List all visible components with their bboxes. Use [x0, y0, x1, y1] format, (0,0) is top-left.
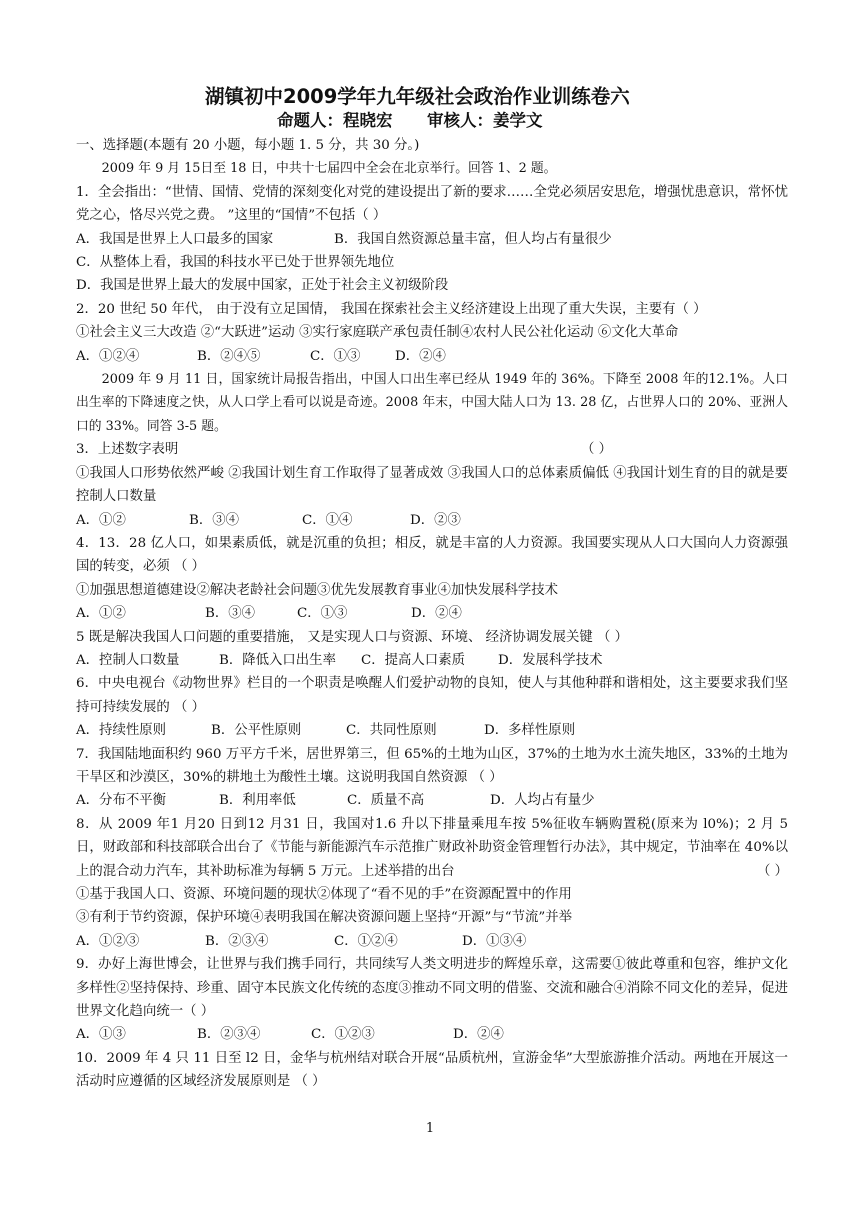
question-8-stem	[76, 813, 788, 883]
question-9-option-d: D．②④	[453, 1027, 504, 1043]
question-1-option-d: D．我国是世界上最大的发展中国家，正处于社会主义初级阶段	[76, 278, 449, 294]
question-3-option-d: D．②③	[410, 512, 461, 528]
question-9-option-b: B．②③④	[197, 1027, 261, 1043]
question-3-stem: 3．上述数字表明	[76, 442, 179, 458]
question-9-option-a: A．①③	[76, 1027, 126, 1043]
question-5-option-d: D．发展科学技术	[498, 652, 603, 668]
question-4-option-b: B．③④	[205, 606, 256, 622]
question-8-option-a: A．①②③	[76, 933, 140, 949]
question-1-stem: 1．全会指出：“世情、国情、党情的深刻变化对党的建设提出了新的要求……全党必须居安思危，增强忧患意识，常怀忧党之心，恪尽兴党之费。 ”这里的“国情”不包括（ ）	[76, 184, 788, 224]
section-heading: 一、选择题(本题有 20 小题，每小题 1. 5 分，共 30 分。)	[76, 138, 420, 153]
question-8-option-c: C．①②④	[334, 933, 398, 949]
question-7-option-a: A．分布不平衡	[76, 793, 167, 809]
question-3-stem-row	[76, 438, 788, 461]
question-6-option-a: A．持续性原则	[76, 723, 167, 739]
page-number: 1	[425, 1121, 435, 1136]
material-2: 2009 年 9 月 11 日，国家统计局报告指出，中国人口出生率已经从 1949 年的 36%。下降至 2008 年的12.1%。人口出生率的下降速度之快，从人口学上看可以说是奇迹。2008 年末，中国大陆人口为 13. 28 亿，占世界人口的 20%、亚洲人口的 33%。同答 3-5 题。	[76, 372, 788, 434]
question-3-option-a: A．①②	[76, 512, 126, 528]
question-5-options	[76, 649, 788, 672]
exam-title: 湖镇初中2009学年九年级社会政治作业训练卷六	[205, 85, 630, 108]
question-2-options	[76, 345, 788, 368]
question-7-options	[76, 789, 788, 812]
question-6-stem: 6．中央电视台《动物世界》栏目的一个职责是唤醒人们爱护动物的良知，使人与其他种群和谐相处，这主要要求我们坚持可持续发展的 （ ）	[76, 676, 788, 715]
question-8-answer-paren: （ ）	[756, 863, 788, 879]
question-2-option-d: D．②④	[395, 348, 446, 364]
question-8-options	[76, 930, 788, 953]
question-2-items: ①社会主义三大改造 ②“大跃进”运动 ③实行家庭联产承包责任制④农村人民公社化运动 ⑥文化大革命	[76, 325, 679, 341]
material-1: 2009 年 9 月 15日至 18 日，中共十七届四中全会在北京举行。回答 1、2 题。	[101, 161, 557, 177]
question-8-stem-text: 8．从 2009 年1 月20 日到12 月31 日，我国对1.6 升以下排量乘甩车按 5%征收车辆购置税(原来为 l0%)；2 月 5 日，财政部和科技部联合出台了《节能与新能源汽车示范推广财政补助资金管理暂行办法》，其中规定，节油率在 40%以上的混合动力汽车，其补助标准为每辆 5 万元。上述举措的出台	[76, 816, 788, 879]
question-5-option-b: B．降低入口出生率	[219, 652, 336, 668]
question-3-option-b: B．③④	[189, 512, 240, 528]
exam-subtitle: 命题人：程晓宏 审核人：姜学文	[277, 111, 543, 130]
question-4-option-a: A．①②	[76, 606, 126, 622]
question-7-stem: 7．我国陆地面积约 960 万平方千米，居世界第三，但 65%的土地为山区，37%的土地为水土流失地区，33%的土地为干旱区和沙漠区，30%的耕地土为酸性土壤。这说明我国自然资源 （ ）	[76, 746, 788, 785]
question-4-option-c: C．①③	[297, 606, 348, 622]
question-9-options	[76, 1023, 788, 1046]
question-6-option-c: C．共同性原则	[346, 723, 437, 739]
question-5-stem: 5 既是解决我国人口问题的重要措施， 又是实现人口与资源、环境、 经济协调发展关键 （ ）	[76, 629, 629, 645]
question-2-stem: 2．20 世纪 50 年代， 由于没有立足国情， 我国在探索社会主义经济建设上出现了重大失误，主要有（ ）	[76, 301, 707, 317]
question-4-option-d: D．②④	[411, 606, 462, 622]
question-5-option-c: C．提高人口素质	[361, 652, 465, 668]
question-3-answer-paren: （ ）	[581, 442, 613, 458]
question-1-options-row1	[76, 228, 788, 251]
question-1-option-b: B．我国自然资源总量丰富，但人均占有量很少	[334, 231, 612, 247]
question-6-option-d: D．多样性原则	[484, 723, 576, 739]
question-8-items-1: ①基于我国人口、资源、环境问题的现状②体现了“看不见的手”在资源配置中的作用	[76, 887, 572, 902]
question-4-stem: 4．13．28 亿人口，如果素质低，就是沉重的负担；相反，就是丰富的人力资源。我国要实现从人口大国向人力资源强国的转变，必须 （ ）	[76, 535, 788, 575]
question-8-items-2: ③有利于节约资源，保护环境④表明我国在解决资源问题上坚持“开源”与“节流”并举	[76, 910, 573, 926]
question-10-stem: 10．2009 年 4 只 11 日至 l2 日，金华与杭州结对联合开展“品质杭州，宣游金华”大型旅游推介活动。两地在开展这一活动时应遵循的区域经济发展原则是 （ ）	[76, 1050, 788, 1090]
question-6-options	[76, 719, 788, 742]
question-1-option-a: A．我国是世界上人口最多的国家	[76, 231, 274, 247]
question-9-stem: 9．办好上海世博会，让世界与我们携手同行，共同续写人类文明进步的辉煌乐章，这需要①彼此尊重和包容，维护文化多样性②坚持保持、珍重、固守本民族文化传统的态度③推动不同文明的借鉴、交流和融合④消除不同文化的差异，促进世界文化趋向统一（ ）	[76, 957, 788, 1020]
exam-body	[76, 134, 788, 1094]
question-4-items: ①加强思想道德建设②解决老龄社会问题③优先发展教育事业④加快发展科学技术	[76, 582, 559, 598]
question-7-option-b: B．利用率低	[219, 793, 296, 809]
question-3-option-c: C．①④	[302, 512, 353, 528]
question-1-option-c: C．从整体上看，我国的科技水平已处于世界领先地位	[76, 255, 395, 271]
question-2-option-b: B．②④⑤	[197, 348, 261, 364]
question-3-options	[76, 509, 788, 532]
question-8-option-d: D．①③④	[462, 933, 527, 949]
question-7-option-c: C．质量不高	[347, 793, 425, 809]
question-9-option-c: C．①②③	[311, 1027, 375, 1043]
question-4-options	[76, 602, 788, 625]
question-3-items: ①我国人口形势依然严峻 ②我国计划生育工作取得了显著成效 ③我国人口的总体素质偏低 ④我国计划生育的目的就是要控制人口数量	[76, 465, 788, 505]
question-6-option-b: B．公平性原则	[211, 723, 302, 739]
question-7-option-d: D．人均占有量少	[490, 793, 595, 809]
question-2-option-a: A．①②④	[76, 348, 140, 364]
question-5-option-a: A．控制人口数量	[76, 652, 180, 668]
question-8-option-b: B．②③④	[205, 933, 269, 949]
question-2-option-c: C．①③	[310, 348, 361, 364]
